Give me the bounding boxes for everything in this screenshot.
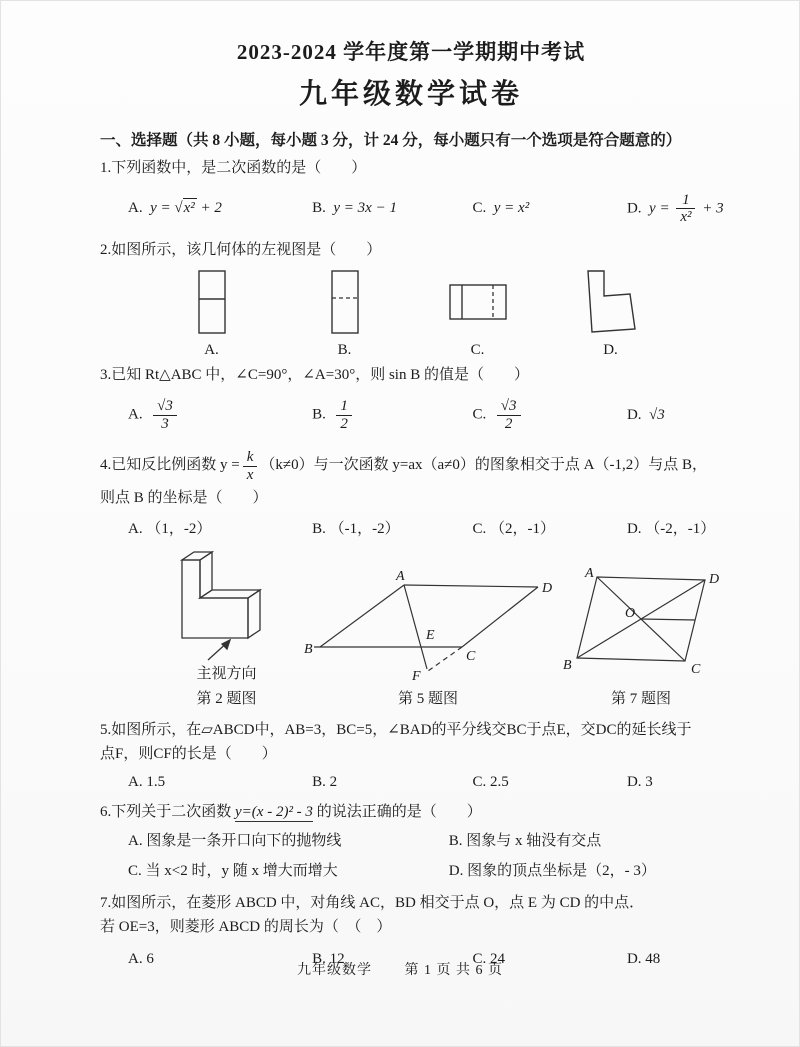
q4-option-a: [128, 517, 312, 538]
q1-option-d-pre: y =: [649, 200, 674, 217]
fraction-numerator: √3: [153, 398, 177, 416]
vertex-label-c: C: [465, 649, 476, 664]
q5-option-b-text: 2: [329, 774, 338, 790]
q2-label-b: B.: [337, 341, 352, 358]
question-1-stem: 1.下列函数中，是二次函数的是（ ）: [100, 160, 367, 176]
q3-option-c-fraction: [497, 398, 521, 432]
vertex-label-f: F: [411, 669, 421, 683]
fraction-numerator: 1: [336, 398, 352, 416]
q7-option-c-label: C.: [472, 950, 487, 967]
vertex-label-c: C: [690, 662, 701, 677]
vertex-label-e: E: [425, 628, 435, 643]
fraction-numerator: 1: [676, 192, 695, 210]
q3-option-c: [473, 398, 627, 432]
footer-course-name: 九年级数学: [297, 963, 372, 978]
vertex-label-a: A: [584, 566, 594, 581]
q6-option-b: [449, 831, 722, 853]
page-footer: [0, 959, 800, 979]
rect-with-dashed-midline-figure: [331, 270, 359, 334]
q7-option-d-text: 48: [645, 950, 661, 967]
q1-option-a-radical: [174, 198, 196, 216]
q6-option-a: [128, 831, 449, 853]
vertex-label-d: D: [708, 572, 720, 587]
fraction-numerator: k: [243, 449, 258, 467]
q3-option-a-label: A.: [128, 406, 143, 423]
q6-option-c-text: 当 x<2 时，y 随 x 增大而增大: [145, 863, 338, 879]
q3-option-a-fraction: [153, 398, 177, 432]
question-5-stem-line1: 5.如图所示，在▱ABCD中，AB=3，BC=5，∠BAD的平分线交BC于点E，交DC的延长线于: [100, 722, 692, 738]
q6-formula: y=(x - 2)² - 3: [235, 803, 313, 820]
center-label-o: O: [624, 606, 636, 621]
q5-option-b-label: B.: [312, 774, 326, 790]
question-2-answer-figures: [100, 266, 722, 338]
q4-option-c-label: C.: [472, 520, 487, 537]
question-1: [100, 158, 722, 232]
q4-option-d-label: D.: [626, 520, 642, 537]
figure-7-caption: 第 7 题图: [610, 691, 671, 707]
question-3: [100, 365, 722, 439]
question-6-options-row2: [100, 861, 722, 883]
q1-option-c: [473, 200, 627, 217]
question-6-options-row1: [100, 831, 722, 853]
q1-option-a-post: + 2: [196, 200, 222, 217]
q6-option-c: [128, 861, 449, 883]
question-4-stem-line2: 则点 B 的坐标是（ ）: [100, 490, 268, 507]
q4-option-a-label: A.: [128, 520, 143, 537]
q1-option-d-label: D.: [626, 200, 642, 217]
q6-stem-pre: 6.下列关于二次函数: [100, 803, 236, 820]
question-7-stem-line1: 7.如图所示，在菱形 ABCD 中，对角线 AC，BD 相交于点 O，点 E 为 CD 的中点．: [100, 894, 645, 911]
q4-option-c-text: （2，-1）: [490, 520, 556, 537]
q7-option-d-label: D.: [626, 950, 642, 967]
front-view-direction-label: 主视方向: [196, 666, 257, 682]
q6-option-b-label: B.: [448, 833, 463, 850]
q3-option-c-label: C.: [472, 406, 487, 423]
q7-option-a-text: 6: [146, 950, 154, 967]
q2-label-d: D.: [603, 341, 618, 358]
q3-option-b: [312, 398, 472, 432]
q4-option-b-text: （-1，-2）: [329, 520, 400, 537]
question-5-stem-line2: 点F，则CF的长是（ ）: [100, 745, 277, 762]
q4-stem-pre: 4.已知反比例函数 y =: [100, 457, 240, 474]
question-1-options: [100, 186, 722, 232]
fraction-denominator: x: [246, 466, 254, 483]
q1-option-b-label: B.: [312, 200, 326, 217]
q1-option-d-post: + 3: [698, 200, 724, 217]
q6-stem-post: 的说法正确的是（ ）: [312, 803, 482, 820]
q5-option-a-label: A.: [128, 774, 143, 790]
q1-option-a: [128, 200, 312, 217]
q1-option-d-fraction: [676, 192, 695, 226]
q1-option-a-label: A.: [128, 200, 143, 217]
figure-question-2: [155, 546, 298, 708]
section-heading: 一、选择题（共 8 小题，每小题 3 分，计 24 分，每小题只有一个选项是符合题意的）: [100, 132, 682, 149]
q7-option-c-text: 24: [490, 950, 506, 967]
parallelogram-figure: [304, 565, 552, 683]
question-4-options: [100, 516, 722, 538]
q4-option-d-text: （-2，-1）: [645, 520, 716, 537]
q2-figure-a: [145, 270, 278, 334]
q2-figure-d: [544, 269, 677, 335]
q1-option-c-label: C.: [472, 200, 487, 217]
q4-option-c: [473, 517, 627, 538]
q5-option-d-text: 3: [645, 774, 653, 790]
vertex-label-b: B: [562, 658, 572, 673]
exam-subtitle: 九年级数学试卷: [298, 79, 523, 110]
q6-option-d-label: D.: [448, 863, 464, 879]
q2-label-a: A.: [204, 341, 219, 358]
q5-option-b: [312, 774, 472, 791]
question-3-options: [100, 392, 722, 438]
q3-option-a: [128, 398, 312, 432]
q2-label-c: C.: [470, 341, 485, 358]
q7-option-b-text: 12: [329, 950, 345, 967]
figure-5-caption: 第 5 题图: [397, 691, 458, 707]
q6-option-a-text: 图象是一条开口向下的抛物线: [146, 833, 342, 850]
q4-stem-post: （k≠0）与一次函数 y=ax（a≠0）的图象相交于点 A（-1,2）与点 B，: [260, 457, 707, 474]
q3-option-b-fraction: [336, 398, 352, 432]
question-6: [100, 802, 722, 883]
radical-sign: √: [174, 200, 183, 217]
q3-option-d: [627, 407, 722, 424]
q4-option-d: [627, 517, 722, 538]
q1-option-b-formula: y = 3x − 1: [333, 200, 397, 217]
q5-option-a: [128, 774, 312, 791]
q6-option-d-text: 图象的顶点坐标是（2，- 3）: [467, 863, 656, 879]
vertex-label-b: B: [303, 642, 313, 657]
fraction-denominator: x²: [680, 209, 692, 226]
figure-question-7: [560, 565, 722, 708]
q3-option-b-label: B.: [312, 406, 326, 423]
q4-option-a-text: （1，-2）: [146, 520, 212, 537]
q2-figure-b: [278, 270, 411, 334]
q1-option-b: [312, 200, 472, 217]
question-5-options: [100, 772, 722, 794]
q1-option-a-pre: y =: [150, 200, 175, 217]
vertex-label-d: D: [541, 581, 552, 596]
question-4: [100, 446, 722, 538]
q1-option-a-radicand: x²: [183, 200, 195, 217]
question-2-figure-labels: [100, 342, 722, 359]
question-2: [100, 240, 722, 359]
q6-option-d: [449, 861, 722, 883]
3d-solid-figure: [166, 546, 286, 664]
q5-option-c-text: 2.5: [490, 774, 509, 790]
q3-option-d-label: D.: [626, 406, 642, 423]
rhombus-figure: [561, 565, 721, 683]
q3-option-d-formula: √3: [649, 406, 665, 423]
figures-row: [100, 546, 722, 708]
question-5: [100, 720, 722, 794]
q4-fraction: [243, 449, 258, 483]
fraction-denominator: 3: [161, 415, 169, 432]
q6-option-c-label: C.: [128, 863, 142, 879]
question-2-stem: 2.如图所示，该几何体的左视图是（ ）: [100, 241, 382, 258]
q7-option-a-label: A.: [128, 950, 143, 967]
figure-question-5: [304, 565, 552, 708]
wide-rect-with-lines-figure: [449, 284, 507, 320]
figure-2-caption: 第 2 题图: [196, 691, 257, 707]
question-3-stem: 3.已知 Rt△ABC 中，∠C=90°，∠A=30°，则 sin B 的值是（ ）: [100, 366, 529, 383]
fraction-numerator: √3: [497, 398, 521, 416]
q1-option-c-formula: y = x²: [493, 200, 530, 217]
q1-option-d: [627, 192, 722, 226]
q5-option-c: [473, 774, 627, 791]
q4-option-b-label: B.: [312, 520, 326, 537]
q7-option-b-label: B.: [312, 950, 326, 967]
question-7-stem-line2: 若 OE=3，则菱形 ABCD 的周长为（ （ ）: [100, 918, 392, 935]
q6-option-a-label: A.: [128, 833, 143, 850]
q5-option-d: [627, 774, 722, 791]
question-4-stem-line1: [100, 446, 722, 486]
question-6-stem: [100, 802, 722, 824]
q4-option-b: [312, 517, 472, 538]
q6-option-b-text: 图象与 x 轴没有交点: [466, 833, 602, 850]
rect-with-solid-midline-figure: [198, 270, 226, 334]
boot-shape-figure: [585, 269, 637, 335]
q2-figure-c: [411, 284, 544, 320]
fraction-denominator: 2: [340, 415, 348, 432]
footer-page-number: 第 1 页 共 6 页: [404, 963, 503, 978]
q5-option-a-text: 1.5: [146, 774, 166, 790]
q5-option-d-label: D.: [626, 774, 642, 790]
q5-option-c-label: C.: [472, 774, 487, 790]
fraction-denominator: 2: [504, 415, 513, 432]
vertex-label-a: A: [395, 569, 405, 584]
exam-title: 2023-2024 学年度第一学期期中考试: [236, 40, 586, 64]
